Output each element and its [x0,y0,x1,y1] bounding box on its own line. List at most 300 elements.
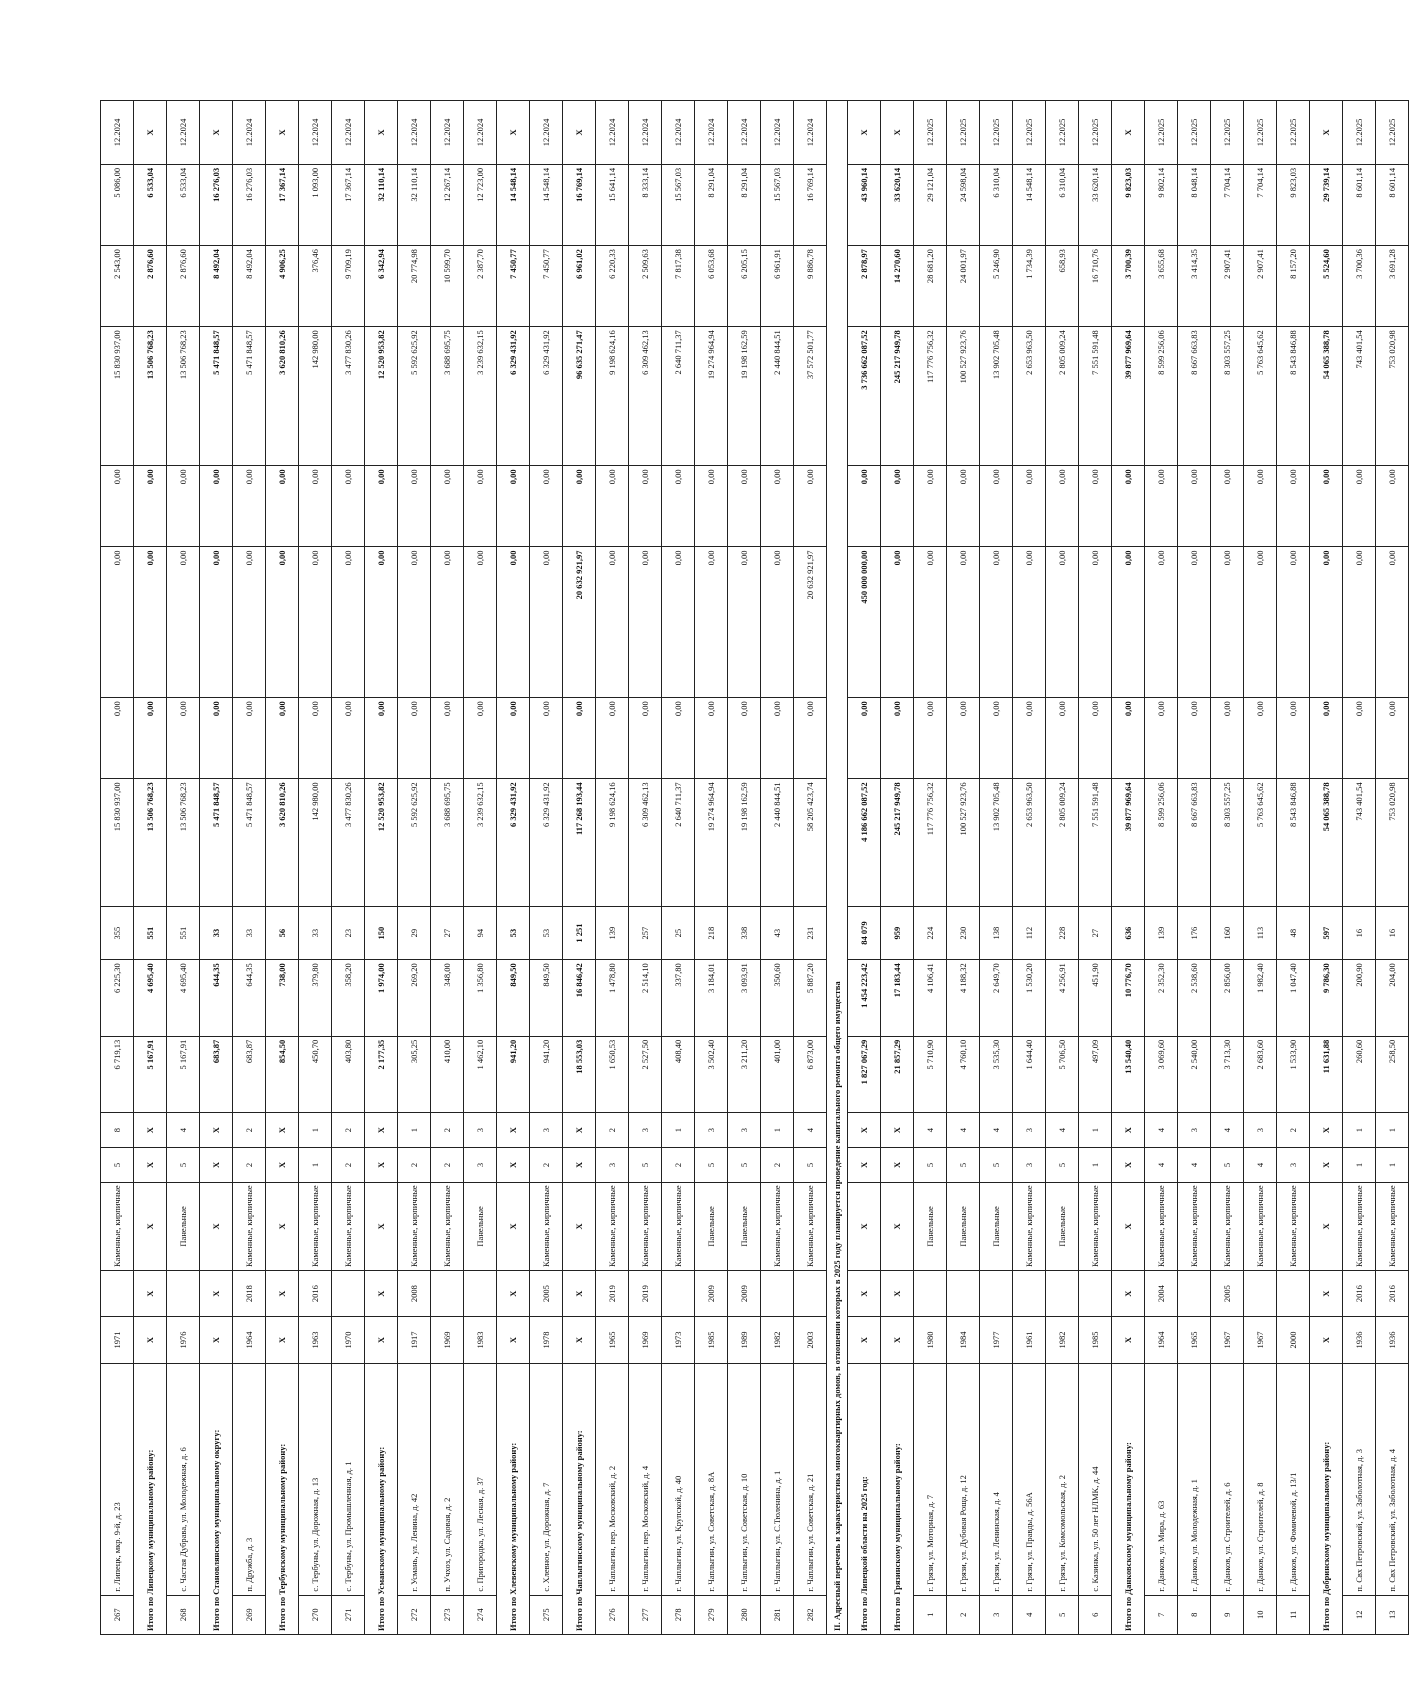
table-row [596,101,629,1635]
table-cell: 29 [398,906,431,959]
table-cell: 0,00 [497,698,530,779]
table-cell: 139 [1145,906,1178,959]
table-cell: 3 [596,1148,629,1183]
table-cell: 21 857,29 [881,1036,914,1113]
table-cell: 2 907,41 [1244,246,1277,327]
table-cell: 16 [1376,906,1409,959]
table-cell: 3 688 695,75 [431,327,464,466]
table-cell: X [497,101,530,165]
table-cell: 2003 [794,1317,827,1363]
table-cell: 8 303 557,25 [1211,327,1244,466]
table-cell: г. Данков, ул. Фомичевой, д. 13/1 [1277,1363,1310,1595]
subtotal-label: Итого по Тербунскому муниципальному району: [266,1363,299,1634]
table-cell: 0,00 [1046,547,1079,698]
table-cell: X [497,1270,530,1316]
table-cell: X [200,1113,233,1148]
table-cell: 0,00 [914,698,947,779]
table-cell: 0,00 [530,698,563,779]
table-row [530,101,563,1635]
table-cell: 5 167,91 [134,1036,167,1113]
table-cell: 1 [299,1148,332,1183]
table-cell: 6 719,13 [101,1036,134,1113]
table-cell: Каменные, кирпичные [101,1182,134,1270]
table-cell: 0,00 [1277,547,1310,698]
table-cell: 5 471 848,57 [233,327,266,466]
table-cell: 0,00 [629,547,662,698]
table-cell: 849,50 [530,960,563,1037]
table-cell: 0,00 [299,698,332,779]
table-cell [1079,1270,1112,1316]
table-cell: 5 706,50 [1046,1036,1079,1113]
table-cell [431,1270,464,1316]
table-cell: 12.2024 [398,101,431,165]
table-cell: 1 644,40 [1013,1036,1046,1113]
table-cell: 4 [167,1113,200,1148]
table-cell: 8 333,14 [629,164,662,245]
table-cell: 8 [1178,1595,1211,1634]
table-cell: 2016 [299,1270,332,1316]
table-cell: 8 157,20 [1277,246,1310,327]
table-cell: г. Грязи, ул. Моторная, д. 7 [914,1363,947,1595]
table-cell: 379,80 [299,960,332,1037]
table-cell: 5 167,91 [167,1036,200,1113]
table-cell: 117 776 756,32 [914,779,947,907]
table-cell: 1985 [1079,1317,1112,1363]
table-cell: 0,00 [881,547,914,698]
table-cell: 6 225,30 [101,960,134,1037]
table-cell: 27 [431,906,464,959]
table-cell: X [1310,1270,1343,1316]
table-cell: 4 106,41 [914,960,947,1037]
table-cell: 48 [1277,906,1310,959]
section-header-row [827,101,848,1635]
table-cell: 0,00 [1343,698,1376,779]
table-cell: 0,00 [1244,547,1277,698]
table-cell: 272 [398,1595,431,1634]
table-cell: 2008 [398,1270,431,1316]
table-cell: 9 [1211,1595,1244,1634]
table-cell: 12.2024 [728,101,761,165]
table-cell: 305,25 [398,1036,431,1113]
table-cell: 275 [530,1595,563,1634]
table-cell: 5 246,90 [980,246,1013,327]
table-cell: 9 823,03 [1112,164,1145,245]
table-cell: 5 471 848,57 [200,779,233,907]
table-cell: 3 620 810,26 [266,779,299,907]
table-cell: 16 710,76 [1079,246,1112,327]
table-cell: 0,00 [299,547,332,698]
table-cell: X [848,1317,881,1363]
table-cell: 0,00 [1145,547,1178,698]
table-cell: 228 [1046,906,1079,959]
table-cell: 0,00 [914,547,947,698]
table-cell: 8 543 846,88 [1277,327,1310,466]
table-cell: 278 [662,1595,695,1634]
table-cell: 1 650,53 [596,1036,629,1113]
table-cell: 218 [695,906,728,959]
table-cell: 0,00 [398,698,431,779]
table-cell: 0,00 [1013,466,1046,547]
table-cell: 2005 [530,1270,563,1316]
subtotal-row [848,101,881,1635]
table-cell: 4 [794,1113,827,1148]
table-cell: 0,00 [596,547,629,698]
document-sheet [100,100,1397,1635]
subtotal-row [266,101,299,1635]
table-cell: 12.2025 [1013,101,1046,165]
subtotal-row [1112,101,1145,1635]
table-cell: 279 [695,1595,728,1634]
table-cell: 260,60 [1343,1036,1376,1113]
table-cell: 0,00 [1178,547,1211,698]
table-cell: 2 640 711,37 [662,327,695,466]
table-cell: 0,00 [980,698,1013,779]
table-cell: 0,00 [101,466,134,547]
table-cell: 0,00 [1211,466,1244,547]
table-cell: 410,00 [431,1036,464,1113]
table-cell: 33 [299,906,332,959]
table-cell [1244,1270,1277,1316]
table-cell: X [1310,1148,1343,1183]
table-cell: г. Грязи, ул. Дубовая Роща, д. 12 [947,1363,980,1595]
table-cell: 3 713,30 [1211,1036,1244,1113]
table-cell: 0,00 [761,466,794,547]
table-row [629,101,662,1635]
table-cell: 0,00 [980,547,1013,698]
table-cell: 142 980,00 [299,327,332,466]
table-cell: X [200,1148,233,1183]
table-row [1211,101,1244,1635]
table-cell: 4 695,40 [134,960,167,1037]
table-cell: 19 274 964,94 [695,327,728,466]
table-row [1343,101,1376,1635]
table-row [431,101,464,1635]
table-cell: X [365,1113,398,1148]
table-cell: 6 873,00 [794,1036,827,1113]
table-cell: 6 961,02 [563,246,596,327]
table-cell: 1 251 [563,906,596,959]
table-cell: 16 276,03 [233,164,266,245]
table-cell: 0,00 [332,466,365,547]
table-cell: 29 739,14 [1310,164,1343,245]
table-cell: 2016 [1376,1270,1409,1316]
table-cell: X [848,1148,881,1183]
subtotal-label: Итого по Грязинскому муниципальному району: [881,1363,914,1634]
table-cell: 1964 [233,1317,266,1363]
table-cell: X [365,1317,398,1363]
table-cell: X [848,1113,881,1148]
table-cell: 14 270,60 [881,246,914,327]
table-cell: 2 527,50 [629,1036,662,1113]
table-cell: 1967 [1244,1317,1277,1363]
subtotal-label: Итого по Липецкому муниципальному району: [134,1363,167,1634]
table-cell: 0,00 [695,547,728,698]
table-cell: 15 567,03 [761,164,794,245]
table-row [332,101,365,1635]
table-cell: 12.2025 [1079,101,1112,165]
table-cell: 0,00 [848,698,881,779]
table-cell: г. Чаплыгин, ул. Крупской, д. 40 [662,1363,695,1595]
table-cell: Каменные, кирпичные [1244,1182,1277,1270]
table-cell: 5 [914,1148,947,1183]
table-cell: 2019 [596,1270,629,1316]
table-cell: X [497,1113,530,1148]
subtotal-row [881,101,914,1635]
table-cell: 7 551 591,48 [1079,779,1112,907]
table-cell: Панельные [980,1182,1013,1270]
table-cell: 3 184,01 [695,960,728,1037]
table-cell: 0,00 [266,547,299,698]
table-cell: 2 [431,1148,464,1183]
table-cell: 0,00 [167,698,200,779]
table-cell: X [497,1148,530,1183]
table-cell: 1917 [398,1317,431,1363]
table-cell: 6 533,04 [134,164,167,245]
table-cell: 2 [596,1113,629,1148]
table-cell: 1 [299,1113,332,1148]
table-cell: 4 [1013,1595,1046,1634]
table-cell: 12 [1343,1595,1376,1634]
table-cell: 7 450,77 [497,246,530,327]
table-cell: 0,00 [497,466,530,547]
table-cell: 644,35 [233,960,266,1037]
table-cell: 16 [1343,906,1376,959]
table-cell: 5 [1046,1148,1079,1183]
table-cell: 1965 [596,1317,629,1363]
table-cell: 1978 [530,1317,563,1363]
table-cell: 5 710,90 [914,1036,947,1113]
subtotal-label: Итого по Чаплыгинскому муниципальному району: [563,1363,596,1634]
table-cell: г. Чаплыгин, ул. Советская, д. 8А [695,1363,728,1595]
table-cell: 2 [1277,1113,1310,1148]
table-cell: 8 291,04 [728,164,761,245]
table-cell: 743 401,54 [1343,779,1376,907]
table-cell: 2 653 963,50 [1013,779,1046,907]
table-cell: 0,00 [563,698,596,779]
subtotal-row [1310,101,1343,1635]
table-cell: 636 [1112,906,1145,959]
table-cell: Каменные, кирпичные [332,1182,365,1270]
table-cell: 6 329 431,92 [530,779,563,907]
table-cell: 2 640 711,37 [662,779,695,907]
table-cell: 0,00 [695,466,728,547]
table-cell: 200,90 [1343,960,1376,1037]
table-cell: X [134,1182,167,1270]
table-cell: 2 [530,1148,563,1183]
table-cell: 6 220,33 [596,246,629,327]
table-cell: 13 506 768,23 [167,327,200,466]
table-cell: 753 020,98 [1376,327,1409,466]
table-cell: 683,87 [233,1036,266,1113]
table-cell: 3 211,20 [728,1036,761,1113]
table-cell: 0,00 [233,547,266,698]
table-cell: 7 817,38 [662,246,695,327]
table-cell: 1964 [1145,1317,1178,1363]
table-cell: Панельные [914,1182,947,1270]
table-cell: 3 [695,1113,728,1148]
table-cell: 7 704,14 [1244,164,1277,245]
table-cell: 138 [980,906,1013,959]
table-cell: 0,00 [980,466,1013,547]
table-cell: 597 [1310,906,1343,959]
table-cell: 376,46 [299,246,332,327]
table-cell: г. Грязи, ул. Ленинская, д. 4 [980,1363,1013,1595]
table-cell: 3 414,35 [1178,246,1211,327]
table-cell: 5 592 625,92 [398,327,431,466]
table-cell: 0,00 [167,466,200,547]
table-cell: 13 506 768,23 [134,327,167,466]
table-cell: г. Чаплыгин, ул. Советская, д. 10 [728,1363,761,1595]
table-cell: 753 020,98 [1376,779,1409,907]
table-cell: 0,00 [299,466,332,547]
table-cell: Панельные [947,1182,980,1270]
table-cell: 12.2024 [431,101,464,165]
table-cell: 224 [914,906,947,959]
table-cell: 5 [1211,1148,1244,1183]
table-cell: 5 [1046,1595,1079,1634]
table-cell: 12.2024 [596,101,629,165]
table-cell: 8 601,14 [1376,164,1409,245]
table-cell: 0,00 [761,547,794,698]
table-cell: 3 477 830,26 [332,779,365,907]
table-cell: 8 599 256,06 [1145,327,1178,466]
table-cell: 8 492,04 [200,246,233,327]
table-cell: 5 763 645,62 [1244,779,1277,907]
table-cell: 8 543 846,88 [1277,779,1310,907]
table-cell: 29 121,04 [914,164,947,245]
table-cell: 1 734,39 [1013,246,1046,327]
table-cell: 12.2025 [947,101,980,165]
table-cell: 6 [1079,1595,1112,1634]
table-cell: 4 [1046,1113,1079,1148]
table-cell: 4 [1145,1113,1178,1148]
table-cell: 0,00 [1112,547,1145,698]
table-cell: 1 [1376,1113,1409,1148]
table-cell: 100 527 923,76 [947,327,980,466]
subtotal-label: Итого по Добринскому муниципальному району: [1310,1363,1343,1634]
table-cell: 1976 [167,1317,200,1363]
table-cell: г. Данков, ул. Молодежная, д. 1 [1178,1363,1211,1595]
table-cell: 0,00 [398,547,431,698]
table-cell: 3 [1013,1113,1046,1148]
table-cell [1277,1270,1310,1316]
table-cell: 39 877 969,64 [1112,779,1145,907]
table-cell: 1989 [728,1317,761,1363]
table-cell: 0,00 [101,698,134,779]
table-cell: 0,00 [1277,466,1310,547]
subtotal-row [200,101,233,1635]
table-cell: 117 776 756,32 [914,327,947,466]
table-cell: 12.2024 [695,101,728,165]
table-row [1277,101,1310,1635]
table-cell: 245 217 949,78 [881,327,914,466]
table-cell: 276 [596,1595,629,1634]
table-cell: 5 592 625,92 [398,779,431,907]
table-cell: 3 691,28 [1376,246,1409,327]
table-cell: 1 093,00 [299,164,332,245]
table-cell: 12.2024 [794,101,827,165]
table-cell: 3 [1178,1113,1211,1148]
table-cell: 14 548,14 [530,164,563,245]
table-cell: 4 [1244,1148,1277,1183]
table-cell: 0,00 [1112,698,1145,779]
table-cell: 0,00 [1211,698,1244,779]
table-cell: 1 982,40 [1244,960,1277,1037]
table-cell: 3 655,68 [1145,246,1178,327]
table-cell: 1982 [1046,1317,1079,1363]
table-cell: 13 902 705,48 [980,327,1013,466]
table-cell: 2 440 844,51 [761,779,794,907]
table-cell: 2 538,60 [1178,960,1211,1037]
table-cell: X [365,1270,398,1316]
table-cell: 551 [134,906,167,959]
table-cell: 39 877 969,64 [1112,327,1145,466]
table-cell: 6 329 431,92 [530,327,563,466]
table-cell: 9 802,14 [1145,164,1178,245]
table-cell: 269 [233,1595,266,1634]
table-row [1013,101,1046,1635]
table-cell: 7 450,77 [530,246,563,327]
table-cell: 12.2024 [530,101,563,165]
table-cell: 451,90 [1079,960,1112,1037]
table-cell: г. Данков, ул. Строителей, д. 8 [1244,1363,1277,1595]
table-cell: 4 [914,1113,947,1148]
table-cell: 1971 [101,1317,134,1363]
table-cell: 738,00 [266,960,299,1037]
table-cell: 2 [332,1148,365,1183]
table-row [914,101,947,1635]
table-cell: 32 110,14 [398,164,431,245]
table-cell: 56 [266,906,299,959]
table-cell: 12.2024 [233,101,266,165]
table-cell: 0,00 [1310,547,1343,698]
table-cell: 8 599 256,06 [1145,779,1178,907]
table-cell: 0,00 [881,466,914,547]
table-cell: п. Учхоз, ул. Садовая, д. 2 [431,1363,464,1595]
table-cell: 12.2024 [662,101,695,165]
table-cell: 53 [497,906,530,959]
table-cell: 2 387,70 [464,246,497,327]
table-cell: X [1112,1182,1145,1270]
subtotal-label: Итого по Хлевенскому муниципальному району: [497,1363,530,1634]
table-cell: X [1310,101,1343,165]
table-cell: 1 047,40 [1277,960,1310,1037]
table-row [761,101,794,1635]
table-cell: 2 440 844,51 [761,327,794,466]
table-cell: 2 [398,1148,431,1183]
table-cell: 2 907,41 [1211,246,1244,327]
table-cell: Панельные [1046,1182,1079,1270]
table-cell: с. Хлевное, ул. Дорожная, д. 7 [530,1363,563,1595]
table-row [794,101,827,1635]
table-cell: 15 641,14 [596,164,629,245]
table-cell: X [200,1270,233,1316]
table-cell: 54 065 388,78 [1310,327,1343,466]
table-cell: 2 [431,1113,464,1148]
table-cell: 0,00 [464,466,497,547]
table-cell: 16 769,14 [794,164,827,245]
table-cell: X [365,1148,398,1183]
table-cell: 1 [1343,1113,1376,1148]
table-cell: X [563,1270,596,1316]
table-cell: 0,00 [662,466,695,547]
table-cell: 94 [464,906,497,959]
table-cell: 0,00 [134,698,167,779]
table-row [1178,101,1211,1635]
table-row [101,101,134,1635]
table-cell [101,1270,134,1316]
table-cell: 3 093,91 [728,960,761,1037]
